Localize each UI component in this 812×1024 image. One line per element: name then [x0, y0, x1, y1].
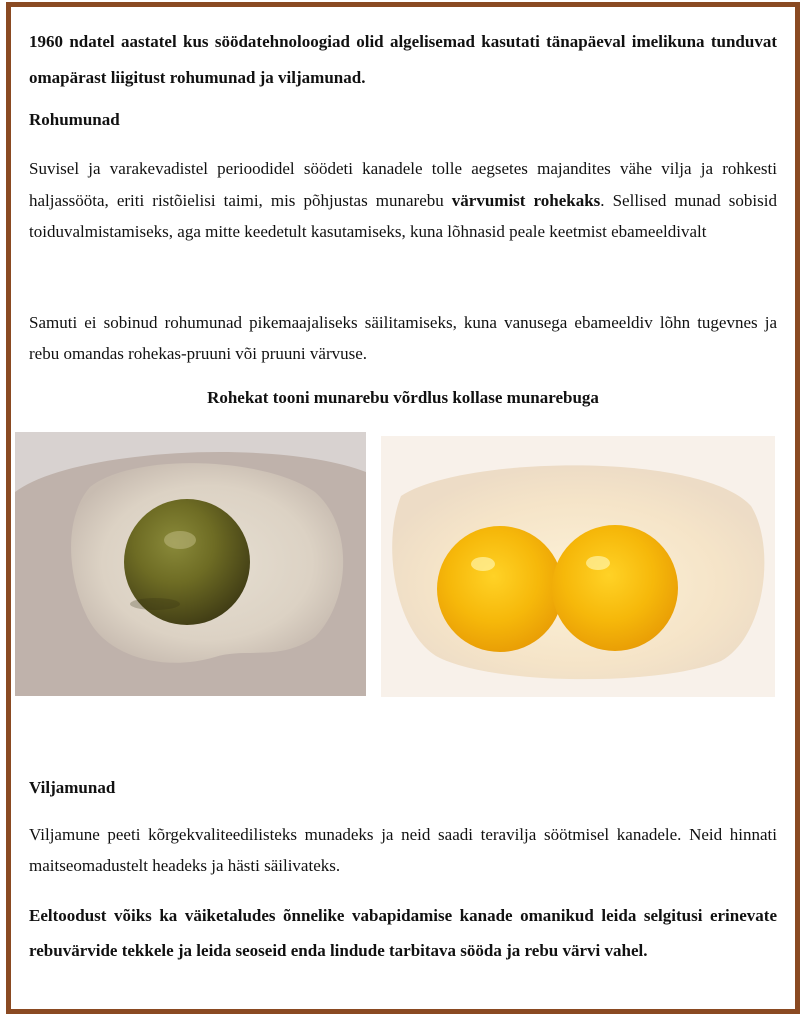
- paragraph-rohumunad-2: Samuti ei sobinud rohumunad pikemaajaliseks säilitamiseks, kuna vanusega ebameeldiv lõhn tugevnes ja rebu omandas rohekas-pruuni või pruuni värvuse.: [29, 313, 777, 363]
- figure-caption: Rohekat tooni munarebu võrdlus kollase munarebuga: [207, 388, 599, 407]
- p1-text-start: Suvisel ja varakevadistel perioodidel söödeti kanadele tolle aegsetes majandites vähe vilja ja rohkesti haljassööta, eriti ristõielisi taimi, mis põhjustas munarebu: [29, 159, 777, 210]
- green-yolk-photo: [15, 432, 366, 696]
- p1-text-end: . Sellised munad sobisid toiduvalmistamiseks, aga mitte keedetult kasutamiseks, kuna lõhnasid peale keetmist ebameeldivalt: [29, 190, 777, 241]
- p1-bold-text: värvumist rohekaks: [451, 190, 601, 210]
- paragraph-rohumunad-1: [29, 153, 777, 248]
- green-yolk-illustration: [15, 432, 366, 696]
- yellow-yolks-illustration: [381, 436, 775, 697]
- heading-rohumunad: Rohumunad: [29, 110, 120, 129]
- paragraph-viljamunad: Viljamune peeti kõrgekvaliteedilisteks munadeks ja neid saadi teravilja söötmisel kanadele. Neid hinnati maitseomadustelt headeks ja hästi säilivateks.: [29, 825, 777, 875]
- intro-paragraph: 1960 ndatel aastatel kus söödatehnoloogiad olid algelisemad kasutati tänapäeval imelikuna tunduvat omapärast liigitust rohumunad ja viljamunad.: [29, 32, 777, 87]
- yellow-yolk-photo: [381, 436, 775, 697]
- conclusion-paragraph: Eeltoodust võiks ka väiketaludes õnnelike vabapidamise kanade omanikud leida selgitusi erinevate rebuvärvide tekkele ja leida seoseid enda lindude tarbitava sööda ja rebu värvi vahel.: [29, 906, 777, 960]
- heading-viljamunad: Viljamunad: [29, 778, 116, 797]
